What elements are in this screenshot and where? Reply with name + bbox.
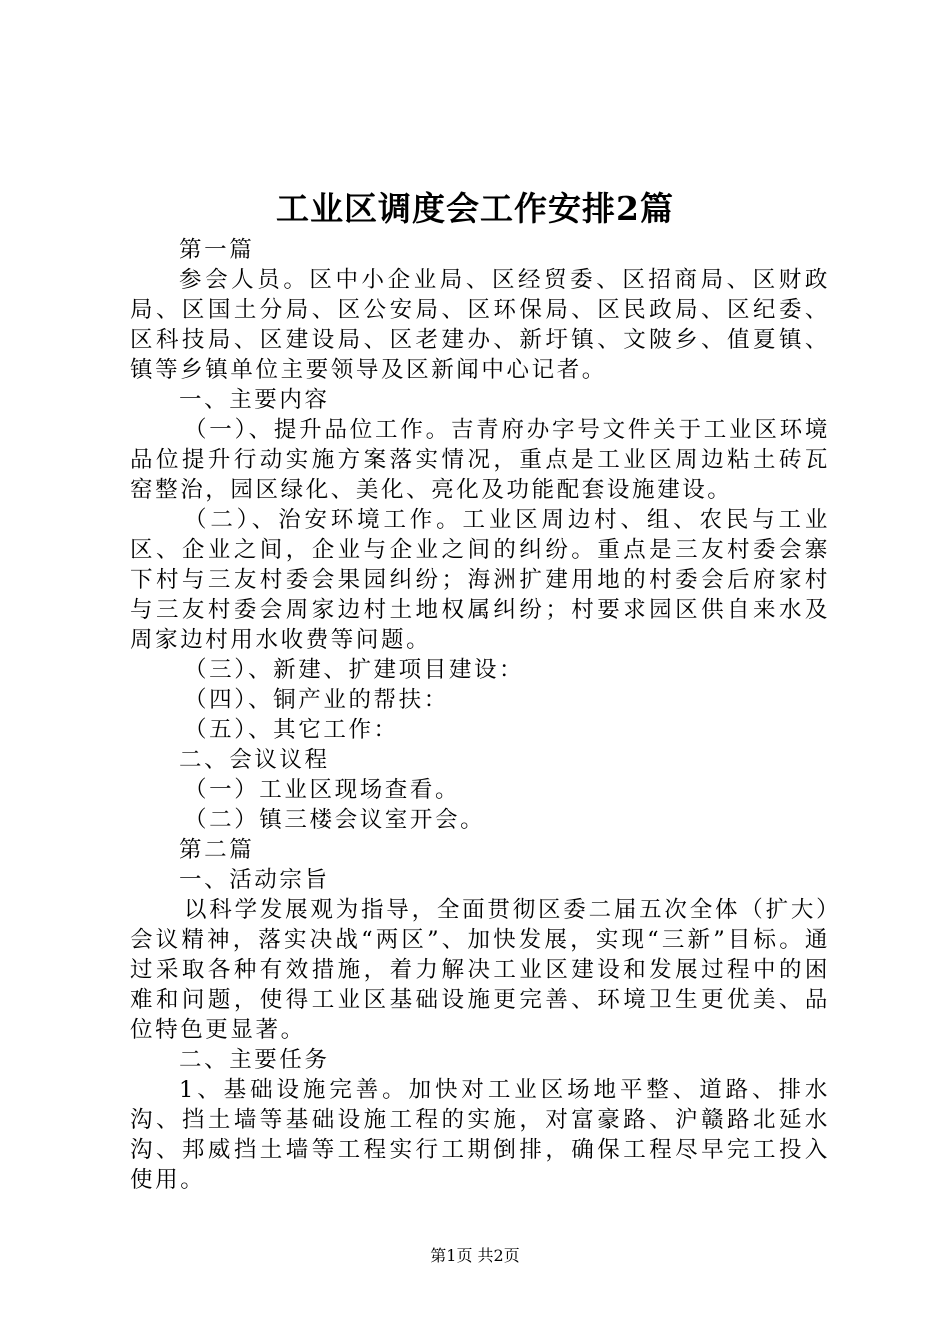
section-heading-agenda: 二、会议议程 — [179, 747, 330, 773]
document-body — [130, 235, 830, 1195]
paragraph-agenda-1: （一）工业区现场查看。 — [184, 777, 461, 803]
paragraph-item-2: （二）、治安环境工作。工业区周边村、组、农民与工业区、企业之间，企业与企业之间的纠纷。重点是三友村委会寨下村与三友村委会果园纠纷；海洲扩建用地的村委会后府家村与三友村委会周家边村土地权属纠纷；村要求园区供自来水及周家边村用水收费等问题。 — [130, 507, 830, 653]
section-heading-purpose: 一、活动宗旨 — [179, 867, 330, 893]
paragraph-purpose: 以科学发展观为指导，全面贯彻区委二届五次全体（扩大）会议精神，落实决战“两区”、加快发展，实现“三新”目标。通过采取各种有效措施，着力解决工业区建设和发展过程中的困难和问题，使得工业区基础设施更完善、环境卫生更优美、品位特色更显著。 — [130, 897, 830, 1043]
page-number-footer: 第1页 共2页 — [430, 1246, 520, 1265]
paragraph-agenda-2: （二）镇三楼会议室开会。 — [184, 807, 486, 833]
section-heading-part-one: 第一篇 — [179, 237, 255, 263]
paragraph-task-1: 1、基础设施完善。加快对工业区场地平整、道路、排水沟、挡土墙等基础设施工程的实施，对富豪路、沪赣路北延水沟、邦威挡土墙等工程实行工期倒排，确保工程尽早完工投入使用。 — [130, 1077, 830, 1193]
section-heading-main-content: 一、主要内容 — [179, 387, 330, 413]
section-heading-tasks: 二、主要任务 — [179, 1047, 330, 1073]
paragraph-item-1: （一）、提升品位工作。吉青府办字号文件关于工业区环境品位提升行动实施方案落实情况，重点是工业区周边粘土砖瓦窑整治，园区绿化、美化、亮化及功能配套设施建设。 — [130, 417, 830, 503]
paragraph-item-5: （五）、其它工作： — [184, 717, 399, 743]
section-heading-part-two: 第二篇 — [179, 837, 255, 863]
paragraph-item-4: （四）、铜产业的帮扶： — [184, 687, 449, 713]
paragraph-attendees: 参会人员。区中小企业局、区经贸委、区招商局、区财政局、区国土分局、区公安局、区环保局、区民政局、区纪委、区科技局、区建设局、区老建办、新圩镇、文陂乡、值夏镇、镇等乡镇单位主要领导及区新闻中心记者。 — [130, 267, 830, 383]
document-title: 工业区调度会工作安排2篇 — [276, 189, 674, 228]
paragraph-item-3: （三）、新建、扩建项目建设： — [184, 657, 525, 683]
